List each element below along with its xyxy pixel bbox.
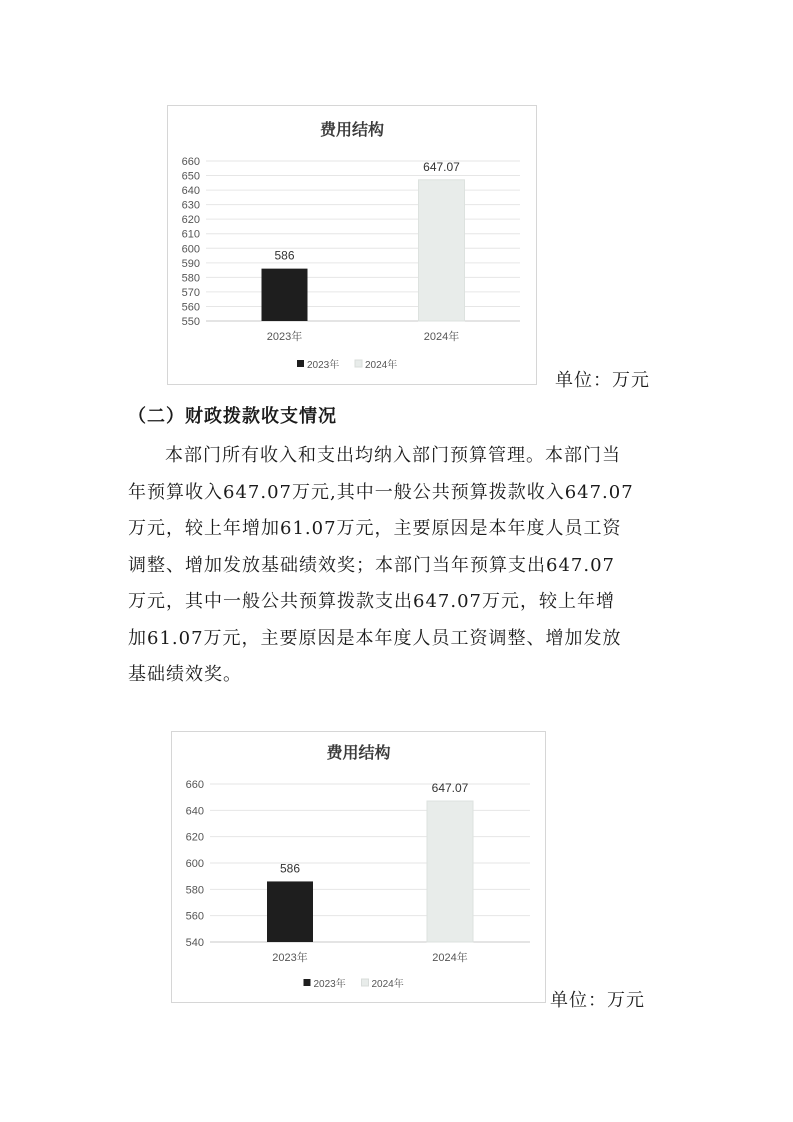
y-tick-label: 600 — [185, 858, 204, 870]
chart-2-svg — [172, 732, 545, 1002]
y-tick-label: 580 — [181, 272, 200, 285]
y-tick-label: 560 — [185, 910, 204, 923]
legend-label: 2024年 — [365, 360, 398, 371]
legend-swatch — [297, 360, 304, 367]
chart-1 — [167, 105, 537, 385]
y-tick-label: 570 — [181, 286, 200, 299]
paragraph-line: 调整、增加发放基础绩效奖；本部门当年预算支出647.07 — [128, 554, 615, 576]
y-tick-label: 620 — [185, 831, 204, 844]
data-label: 647.07 — [431, 781, 469, 796]
paragraph-line: 年预算收入647.07万元,其中一般公共预算拨款收入647.07 — [128, 481, 634, 503]
legend-swatch — [304, 979, 311, 986]
x-tick-label: 2023年 — [272, 952, 308, 964]
y-tick-label: 630 — [181, 199, 200, 212]
chart-2-unit: 单位：万元 — [550, 990, 645, 1011]
paragraph-line: 基础绩效奖。 — [128, 664, 242, 685]
data-label: 586 — [274, 248, 295, 263]
paragraph-line: 万元，其中一般公共预算拨款支出647.07万元，较上年增 — [128, 591, 615, 612]
paragraph-line: 加61.07万元，主要原因是本年度人员工资调整、增加发放 — [128, 627, 622, 649]
legend-label: 2023年 — [313, 979, 346, 990]
paragraph-line: 本部门所有收入和支出均纳入部门预算管理。本部门当 — [165, 445, 621, 466]
chart-1-unit: 单位：万元 — [555, 370, 650, 391]
bar — [427, 801, 473, 942]
bar — [262, 269, 308, 321]
y-tick-label: 590 — [181, 257, 200, 270]
y-tick-label: 550 — [181, 316, 200, 328]
bar — [419, 180, 465, 321]
x-tick-label: 2023年 — [266, 331, 303, 343]
section-heading: （二）财政拨款收支情况 — [128, 406, 337, 427]
y-tick-label: 640 — [185, 805, 204, 818]
y-tick-label: 640 — [181, 185, 200, 198]
data-label: 586 — [279, 861, 301, 876]
y-tick-label: 540 — [185, 937, 204, 949]
y-tick-label: 660 — [181, 156, 200, 168]
x-tick-label: 2024年 — [432, 952, 468, 964]
y-tick-label: 560 — [181, 301, 200, 314]
x-tick-label: 2024年 — [423, 331, 460, 343]
chart-title: 费用结构 — [319, 120, 385, 139]
chart-1-svg — [168, 106, 536, 384]
paragraph-line: 万元，较上年增加61.07万元，主要原因是本年度人员工资 — [128, 518, 622, 539]
data-label: 647.07 — [423, 159, 460, 174]
legend-swatch — [362, 979, 369, 986]
y-tick-label: 610 — [181, 228, 200, 241]
legend-label: 2023年 — [307, 360, 340, 371]
chart-2 — [171, 731, 546, 1003]
legend-swatch — [355, 360, 362, 367]
y-tick-label: 660 — [185, 779, 204, 791]
bar — [267, 881, 313, 942]
legend-label: 2024年 — [371, 979, 404, 990]
y-tick-label: 650 — [181, 170, 200, 183]
chart-title: 费用结构 — [326, 743, 391, 762]
y-tick-label: 600 — [181, 243, 200, 256]
section-paragraph — [128, 438, 688, 694]
y-tick-label: 620 — [181, 214, 200, 227]
y-tick-label: 580 — [185, 884, 204, 897]
